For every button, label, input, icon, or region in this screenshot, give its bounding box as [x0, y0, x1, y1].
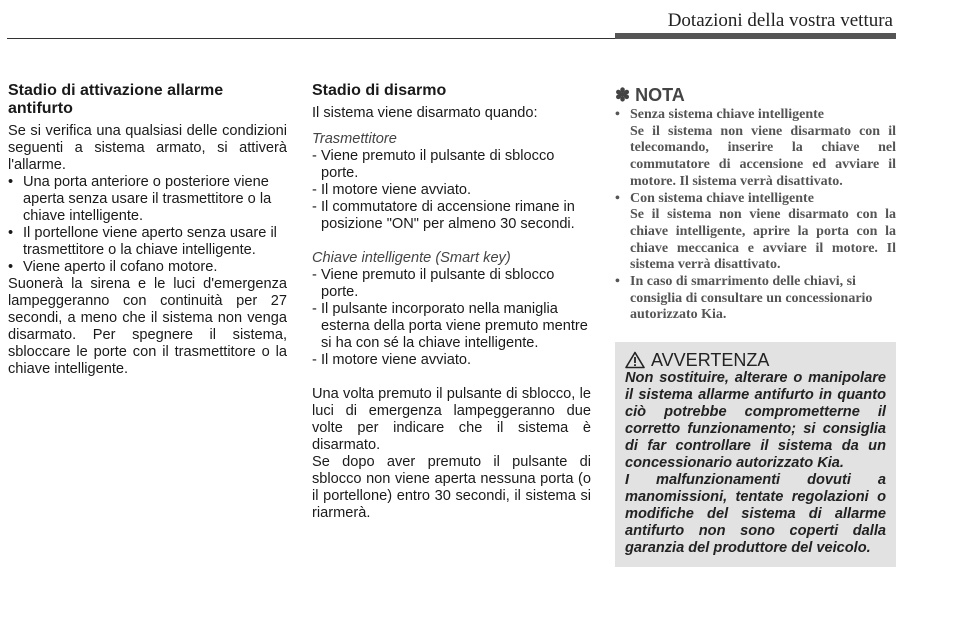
- list-item: [615, 107, 896, 191]
- list-item: • Viene aperto il cofano motore.: [8, 259, 287, 276]
- asterisk-icon: ✽: [615, 85, 631, 105]
- transmitter-list: [312, 148, 591, 233]
- warning-title: AVVERTENZA: [651, 350, 770, 371]
- list-item: - Viene premuto il pulsante di sblocco porte.: [312, 267, 591, 301]
- nota-item-title: • Senza sistema chiave intelligente: [630, 107, 825, 122]
- smart-key-list: [312, 267, 591, 369]
- list-item: - Il motore viene avviato.: [312, 352, 591, 369]
- warning-text-1: Non sostituire, alterare o manipolare il sistema allarme antifurto in quanto ciò potrebbe comprometterne il corretto funzionamento; si consiglia di far controllare il sistema da un concessionario autorizzato Kia.: [625, 370, 886, 472]
- disarm-intro: Il sistema viene disarmato quando:: [312, 105, 538, 121]
- alarm-activation-heading: Stadio di attivazione allarme antifurto: [8, 82, 224, 117]
- nota-item-title: • Con sistema chiave intelligente: [630, 190, 814, 206]
- disarm-para-1: Una volta premuto il pulsante di sblocco, le luci di emergenza lampeggeranno due volte per indicare che il sistema è disarmato.: [312, 386, 591, 453]
- transmitter-subheading: Trasmettitore: [312, 131, 397, 147]
- spacer: [312, 369, 591, 386]
- list-item: - Il commutatore di accensione rimane in posizione "ON" per almeno 30 secondi.: [312, 199, 591, 233]
- alarm-activation-list: [8, 174, 287, 276]
- list-item: • Una porta anteriore o posteriore viene aperta senza usare il trasmettitore o la chiave intelligente.: [8, 174, 287, 225]
- page-header-title: Dotazioni della vostra vettura: [667, 10, 893, 31]
- smart-key-subheading: Chiave intelligente (Smart key): [312, 250, 511, 266]
- nota-list: [615, 107, 896, 324]
- nota-title: NOTA: [635, 85, 685, 105]
- disarm-heading: Stadio di disarmo: [312, 82, 447, 99]
- nota-item-text: Se il sistema non viene disarmato con il telecomando, inserire la chiave nel commutatore di accensione ed avviare il motore. Il sistema verrà disattivato.: [630, 123, 896, 189]
- warning-box: [615, 342, 896, 567]
- list-item: - Il pulsante incorporato nella maniglia esterna della porta viene premuto mentre si ha con sé la chiave intelligente.: [312, 301, 591, 352]
- header-bar: [615, 33, 896, 39]
- column-disarm-stage: [312, 82, 591, 522]
- alarm-activation-outro: Suonerà la sirena e le luci d'emergenza lampeggeranno con continuità per 27 secondi, a meno che il sistema non venga disarmato. Per spegnere il sistema, sbloccare le porte con il trasmettitore o la chiave intelligente.: [8, 276, 287, 377]
- list-item: - Viene premuto il pulsante di sblocco porte.: [312, 148, 591, 182]
- list-item: [615, 191, 896, 275]
- nota-item-title: • In caso di smarrimento delle chiavi, si consiglia di consultare un concessionario autorizzato Kia.: [630, 274, 873, 323]
- list-item: [615, 274, 896, 324]
- nota-heading: [615, 85, 896, 105]
- list-item: • Il portellone viene aperto senza usare il trasmettitore o la chiave intelligente.: [8, 225, 287, 259]
- nota-item-text: Se il sistema non viene disarmato con la chiave intelligente, aprire la porta con la chiave meccanica e avviare il motore. Il sistema verrà disattivato.: [630, 207, 896, 273]
- list-item: - Il motore viene avviato.: [312, 182, 591, 199]
- column-notes: [615, 82, 896, 567]
- warning-triangle-icon: [625, 351, 645, 369]
- warning-text-2: I malfunzionamenti dovuti a manomissioni, tentate regolazioni o modifiche del sistema di allarme antifurto non sono coperti dalla garanzia del produttore del veicolo.: [625, 472, 886, 557]
- alarm-activation-intro: Se si verifica una qualsiasi delle condizioni seguenti a sistema armato, si attiverà l'allarme.: [8, 123, 287, 173]
- disarm-para-2: Se dopo aver premuto il pulsante di sblocco non viene aperta nessuna porta (o il portellone) entro 30 secondi, il sistema si riarmerà.: [312, 454, 591, 521]
- column-alarm-activation: [8, 82, 287, 378]
- warning-heading: [625, 350, 886, 370]
